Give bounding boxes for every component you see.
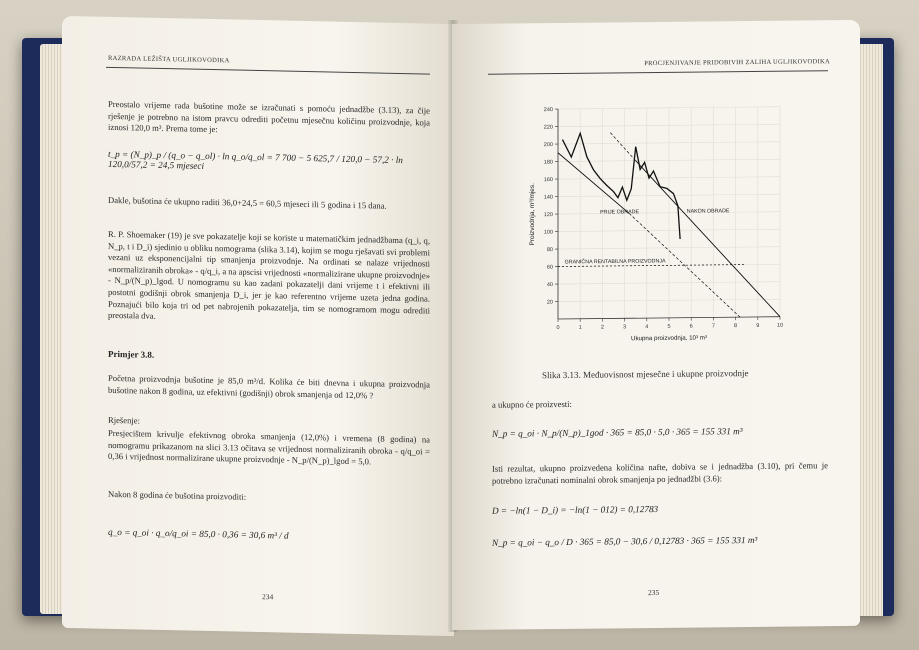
x-tick-label: 0 bbox=[556, 325, 560, 332]
right-equation-2: D = −ln(1 − D_i) = −ln(1 − 012) = 0,12783 bbox=[492, 503, 659, 516]
left-paragraph-1: Preostalo vrijeme rada bušotine može se izračunati s pomoću jednadžbe (3.13), za čije rješenje je potrebno na istom pravcu odrediti početnu mjesečnu količinu proizvodnje, koja iznosi 120,0 m³. Prema tome je: bbox=[108, 98, 430, 135]
x-tick-label: 8 bbox=[734, 323, 738, 330]
right-header-rule bbox=[488, 70, 828, 75]
annotation-before: PRIJE OBRADE bbox=[600, 209, 640, 216]
left-paragraph-2: Dakle, bušotina će ukupno raditi 36,0+24,5 = 60,5 mjeseci ili 5 godina i 15 dana. bbox=[108, 194, 387, 211]
trend-after-extension bbox=[609, 131, 636, 161]
y-tick-label: 40 bbox=[546, 282, 553, 289]
right-page bbox=[452, 20, 860, 630]
x-tick-label: 5 bbox=[667, 323, 671, 330]
right-page-number: 235 bbox=[648, 587, 660, 598]
y-axis-label: Proizvodnja, m³/mjes. bbox=[529, 183, 536, 246]
chart-grid bbox=[558, 107, 780, 319]
figure-caption: Slika 3.13. Međuovisnost mjesečne i ukupne proizvodnje bbox=[542, 368, 749, 381]
y-tick-label: 200 bbox=[543, 142, 553, 149]
y-tick-label: 80 bbox=[546, 247, 553, 254]
y-tick-label: 160 bbox=[543, 177, 553, 184]
x-axis-label: Ukupna proizvodnja, 10³ m³ bbox=[630, 334, 708, 343]
x-tick-label: 9 bbox=[756, 322, 760, 329]
chart-axes bbox=[544, 105, 783, 332]
x-tick-label: 4 bbox=[645, 324, 649, 331]
trend-before-extension bbox=[629, 212, 740, 318]
y-tick-label: 220 bbox=[543, 124, 553, 131]
y-tick-label: 120 bbox=[543, 212, 553, 219]
x-tick-label: 1 bbox=[578, 324, 582, 331]
y-tick-label: 180 bbox=[543, 159, 553, 166]
x-tick-label: 2 bbox=[600, 324, 604, 331]
solution-label: Rješenje: bbox=[108, 414, 140, 426]
right-paragraph-1: a ukupno će proizvesti: bbox=[492, 398, 572, 410]
left-header-rule bbox=[106, 67, 430, 75]
x-tick-label: 7 bbox=[711, 323, 715, 330]
x-tick-label: 6 bbox=[689, 323, 693, 330]
left-paragraph-4: Početna proizvodnja bušotine je 85,0 m³/d. Kolika će biti dnevna i ukupna proizvodnja bušotine nakon 8 godina, uz efektivni (godišnji) obrok smanjenja od 12,0% ? bbox=[108, 372, 430, 401]
y-tick-label: 140 bbox=[543, 194, 553, 201]
decline-curve-chart bbox=[524, 98, 824, 361]
y-tick-label: 100 bbox=[543, 229, 553, 236]
left-page-number: 234 bbox=[262, 592, 274, 602]
right-running-header: PROCJENJIVANJE PRIDOBIVIH ZALIHA UGLJIKOVODIKA bbox=[644, 58, 830, 68]
annotation-economic-limit: GRANIČNA RENTABILNA PROIZVODNJA bbox=[564, 258, 666, 266]
right-paragraph-2: Isti rezultat, ukupno proizvedena količina nafte, dobiva se i jednadžba (3.10), pri čemu je potrebno izračunati nominalni obrok smanjenja po jednadžbi (3.6): bbox=[492, 460, 828, 486]
left-page bbox=[62, 16, 454, 636]
x-tick-label: 3 bbox=[623, 324, 627, 331]
left-paragraph-6: Nakon 8 godina će bušotina proizvoditi: bbox=[108, 488, 247, 502]
left-equation-2: q_o = q_oi · q_o/q_oi = 85,0 · 0,36 = 30,6 m³ / d bbox=[108, 526, 289, 541]
left-running-header: RAZRADA LEŽIŠTA UGLJIKOVODIKA bbox=[108, 54, 230, 65]
right-equation-3: N_p = q_oi − q_o / D · 365 = 85,0 − 30,6 / 0,12783 · 365 = 155 331 m³ bbox=[492, 534, 758, 548]
example-title: Primjer 3.8. bbox=[108, 348, 155, 360]
right-equation-1: N_p = q_oi · N_p/(N_p)_1god · 365 = 85,0 · 5,0 · 365 = 155 331 m³ bbox=[492, 426, 743, 439]
left-paragraph-5: Presjecištem krivulje efektivnog obroka smanjenja (12,0%) i vremena (8 godina) na nomogramu prikazanom na slici 3.13 očitava se vrijednost normaliziranih obroka - q/q_oi = 0,36 i vrijednost normalizirane ukupne proizvodnje - N_p/(N_p)_lgod = 5,0. bbox=[108, 427, 430, 467]
y-tick-label: 240 bbox=[543, 107, 553, 114]
y-tick-label: 60 bbox=[546, 264, 553, 271]
left-paragraph-3: R. P. Shoemaker (19) je sve pokazatelje koji se koriste u matematičkim jednadžbama (q_i, q, N_p, t i D_i) sjedinio u obliku nomograma (slika 3.14), kojim se mogu rješavati svi problemi vezani uz eksponencijalni tip smanjenja proizvodnje. Na ordinati se nalaze vrijednosti «normaliziranih obroka» - q/q_i, a na apscisi vrijednosti «normalizirane ukupne proizvodnje» - N_p/(N_p)_lgod. U nomogramu su kao zadani pokazatelji dani vrijeme t i efektivni ili postotni godišnji obrok smanjenja D_i, jer je kao referentno vrijeme uzeta jedna godina. Poznajući bilo koja tri od pet nabrojenih pokazatelja, tim se nomogramom mogu odrediti preostala dva. bbox=[108, 228, 430, 322]
y-tick-label: 20 bbox=[546, 299, 553, 306]
annotation-after: NAKON OBRADE bbox=[686, 208, 730, 215]
trend-after-line bbox=[636, 159, 780, 318]
x-tick-label: 10 bbox=[776, 322, 784, 329]
left-equation-1: t_p = (N_p)_p / (q_o − q_ol) · ln q_o/q_ol = 7 700 − 5 625,7 / 120,0 − 57,2 · ln 120,0/57,2 = 24,5 mjeseci bbox=[108, 148, 403, 171]
